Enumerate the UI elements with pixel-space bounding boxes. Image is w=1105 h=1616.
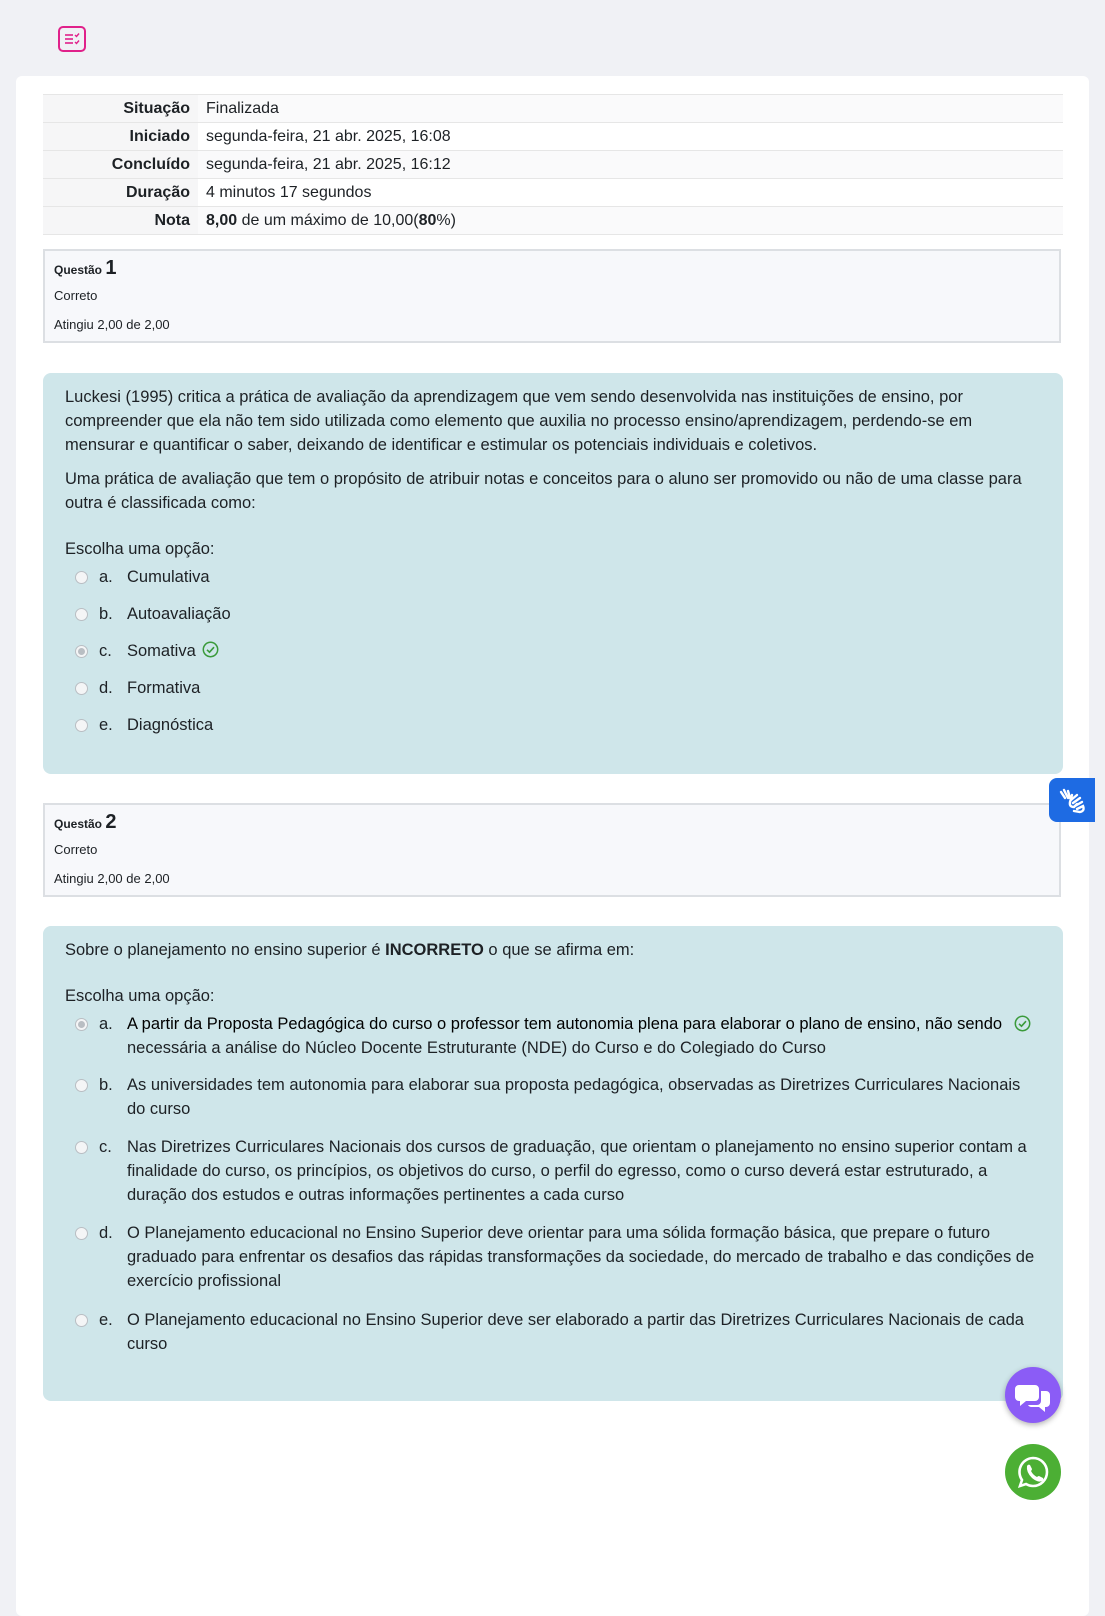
answer-text: Somativa (127, 642, 196, 660)
answer-letter: c. (99, 642, 112, 660)
answer-radio[interactable] (75, 682, 88, 695)
whatsapp-button[interactable] (1005, 1444, 1061, 1500)
answer-text: necessária a análise do Núcleo Docente Estruturante (NDE) do Curso e do Colegiado do Curso (127, 1039, 826, 1057)
summary-label: Situação (43, 95, 198, 123)
correct-check-icon (202, 641, 219, 665)
top-bar (0, 0, 1105, 76)
answer-letter: b. (99, 605, 113, 623)
chat-support-button[interactable] (1005, 1367, 1061, 1423)
answer-letter: e. (99, 716, 113, 734)
answer-letter: d. (99, 1224, 113, 1242)
answer-radio[interactable] (75, 1079, 88, 1092)
answer-option-b[interactable] (65, 1073, 1041, 1135)
answer-letter: a. (99, 1015, 113, 1033)
grade-max: de um máximo de 10,00( (237, 211, 419, 229)
summary-value: Finalizada (198, 95, 1063, 123)
summary-row (43, 207, 1063, 235)
libras-accessibility-button[interactable] (1049, 778, 1095, 822)
answer-radio-selected[interactable] (75, 645, 88, 658)
answer-option-e[interactable] (65, 713, 1041, 750)
question-text-part: Sobre o planejamento no ensino superior é (65, 941, 386, 959)
question-label: Questão (54, 263, 103, 277)
attempt-summary-table (43, 94, 1063, 235)
summary-value: segunda-feira, 21 abr. 2025, 16:12 (198, 151, 1063, 179)
sign-language-hands-icon (1049, 809, 1095, 826)
question-label: Questão (54, 817, 103, 831)
answer-text-wrap (127, 1012, 1007, 1060)
question-grade: Atingiu 2,00 de 2,00 (54, 317, 170, 332)
answer-text: Nas Diretrizes Curriculares Nacionais dos cursos de graduação, que orientam o planejamento no ensino superior contam a finalidade do curso, os princípios, os objetivos do curso, o perfil do egresso, como o curso deverá estar estruturado, a duração dos estudos e outras informações pertinentes a cada curso (127, 1138, 1027, 1204)
summary-label: Iniciado (43, 123, 198, 151)
answer-prompt: Escolha uma opção: (65, 540, 215, 558)
answer-text-emphasis: A partir da Proposta Pedagógica do curso o professor tem autonomia plena para elaborar o plano de ensino, não sendo (127, 1015, 1003, 1033)
answer-prompt: Escolha uma opção: (65, 987, 215, 1005)
answer-letter: b. (99, 1076, 113, 1094)
summary-label: Duração (43, 179, 198, 207)
question-text-bold: INCORRETO (385, 941, 484, 959)
answer-letter: e. (99, 1311, 113, 1329)
answer-option-d[interactable] (65, 676, 1041, 713)
answer-text: O Planejamento educacional no Ensino Superior deve ser elaborado a partir das Diretrizes Curriculares Nacionais de cada curso (127, 1311, 1024, 1353)
answer-radio[interactable] (75, 1314, 88, 1327)
quiz-navigation-icon[interactable] (58, 26, 86, 52)
chat-bubbles-icon (1005, 1410, 1061, 1427)
summary-row (43, 151, 1063, 179)
summary-label: Nota (43, 207, 198, 235)
grade-percent-suffix: %) (436, 211, 456, 229)
answer-option-a[interactable] (65, 565, 1041, 602)
answer-text: Formativa (127, 679, 201, 697)
question-text: Uma prática de avaliação que tem o propósito de atribuir notas e conceitos para o aluno ser promovido ou não de uma classe para outra é classificada como: (65, 470, 1022, 512)
answer-text-wrap (127, 639, 1041, 665)
answer-letter: c. (99, 1138, 112, 1156)
grade-score: 8,00 (206, 211, 238, 229)
answer-radio[interactable] (75, 608, 88, 621)
answer-option-e[interactable] (65, 1308, 1041, 1366)
answer-letter: d. (99, 679, 113, 697)
summary-row (43, 179, 1063, 207)
answer-radio[interactable] (75, 1141, 88, 1154)
answer-text: Autoavaliação (127, 605, 231, 623)
answer-letter: a. (99, 568, 113, 586)
question-text: Luckesi (1995) critica a prática de avaliação da aprendizagem que vem sendo desenvolvida nas instituições de ensino, por compreender que ela não tem sido utilizada como elemento que auxilia no processo ensino/aprendizagem, perdendo-se em mensurar e quantificar o saber, deixando de identificar e estimular os potenciais individuais e coletivos. (65, 388, 973, 454)
answer-radio[interactable] (75, 571, 88, 584)
answer-text: As universidades tem autonomia para elaborar sua proposta pedagógica, observadas as Diretrizes Curriculares Nacionais do curso (127, 1076, 1021, 1118)
answer-radio[interactable] (75, 1227, 88, 1240)
answer-radio-selected[interactable] (75, 1018, 88, 1031)
question-2-info (43, 803, 1061, 897)
answer-option-c[interactable] (65, 639, 1041, 676)
answer-option-d[interactable] (65, 1221, 1041, 1308)
question-text-part: o que se afirma em: (483, 941, 635, 959)
question-1-formulation (43, 373, 1063, 774)
question-state: Correto (54, 288, 98, 303)
summary-label: Concluído (43, 151, 198, 179)
whatsapp-icon (1005, 1487, 1061, 1504)
grade-value (198, 207, 1063, 235)
question-1-info (43, 249, 1061, 343)
summary-value: segunda-feira, 21 abr. 2025, 16:08 (198, 123, 1063, 151)
question-grade: Atingiu 2,00 de 2,00 (54, 871, 170, 886)
question-2-formulation (43, 926, 1063, 1401)
correct-check-icon (1014, 1015, 1031, 1039)
answer-radio[interactable] (75, 719, 88, 732)
answer-option-b[interactable] (65, 602, 1041, 639)
question-number (54, 257, 1059, 280)
summary-value: 4 minutos 17 segundos (198, 179, 1063, 207)
question-number (54, 811, 1059, 834)
answer-text: Cumulativa (127, 568, 210, 586)
answer-option-c[interactable] (65, 1135, 1041, 1221)
answer-text: Diagnóstica (127, 716, 214, 734)
question-text (65, 938, 1041, 962)
summary-row (43, 95, 1063, 123)
grade-percent: 80 (418, 211, 437, 229)
answer-option-a[interactable] (65, 1012, 1041, 1073)
main-card (16, 76, 1089, 1616)
question-number-value: 1 (105, 257, 117, 279)
answer-text: O Planejamento educacional no Ensino Superior deve orientar para uma sólida formação básica, que prepare o futuro graduado para enfrentar os desafios das rápidas transformações da sociedade, do mercado de trabalho e das condições de exercício profissional (127, 1224, 1035, 1290)
question-state: Correto (54, 842, 98, 857)
question-number-value: 2 (105, 811, 117, 833)
summary-row (43, 123, 1063, 151)
